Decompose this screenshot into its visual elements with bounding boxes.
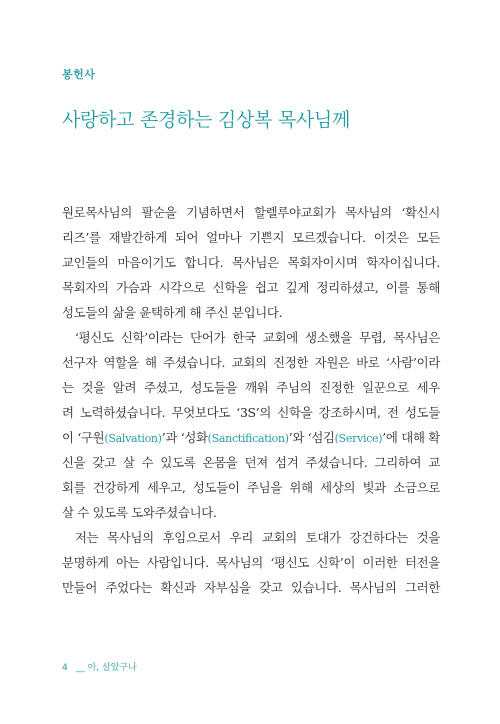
text-segment: ’와 ‘섬김	[288, 430, 335, 445]
text-line: 신을 갖고 살 수 있도록 온몸을 던져 섬겨 주셨습니다. 그리하여 교	[62, 455, 440, 470]
page-title: 사랑하고 존경하는 김상복 목사님께	[62, 109, 351, 131]
text-segment: ’에 대해 확	[382, 430, 440, 445]
text-segment: ’과 ‘성화	[161, 430, 208, 445]
text-line: 교인들의 마음이기도 합니다. 목사님은 목회자이시며 학자이십니다.	[62, 255, 440, 270]
text-line: 려 노력하셨습니다. 무엇보다도 ‘3S’의 신학을 강조하시며, 전 성도들	[62, 405, 440, 420]
english-term-service: (Service)	[334, 432, 383, 445]
text-line: ‘평신도 신학’이라는 단어가 한국 교회에 생소했을 무렵, 목사님은	[75, 330, 440, 345]
text-line: 는 것을 알려 주셨고, 성도들을 깨워 주님의 진정한 일꾼으로 세우	[62, 380, 440, 395]
text-line: 리즈’를 재발간하게 되어 얼마나 기쁜지 모르겠습니다. 이것은 모든	[62, 230, 440, 245]
text-line: 살 수 있도록 도와주셨습니다.	[62, 505, 217, 520]
book-title: __ 아, 살았구나	[75, 663, 137, 673]
english-term-salvation: (Salvation)	[104, 432, 162, 445]
text-line: 회를 건강하게 세우고, 성도들이 주님을 위해 세상의 빛과 소금으로	[62, 480, 440, 495]
page-footer	[62, 660, 137, 673]
text-line: 만들어 주었다는 확신과 자부심을 갖고 있습니다. 목사님의 그러한	[62, 580, 440, 595]
text-segment: 이 ‘구원	[62, 430, 105, 445]
text-line: 선구자 역할을 해 주셨습니다. 교회의 진정한 자원은 바로 ‘사람’이라	[62, 355, 440, 370]
body-text	[62, 200, 440, 600]
english-term-sanctification: (Sanctification)	[207, 432, 289, 445]
page-number: 4	[62, 663, 68, 673]
section-label: 봉헌사	[62, 68, 96, 81]
text-line	[62, 425, 440, 450]
text-line: 원로목사님의 팔순을 기념하면서 할렐루야교회가 목사님의 ‘확신시	[62, 205, 440, 220]
text-line: 저는 목사님의 후임으로서 우리 교회의 토대가 강건하다는 것을	[75, 530, 440, 545]
text-line: 분명하게 아는 사람입니다. 목사님의 ‘평신도 신학’이 이러한 터전을	[62, 555, 440, 570]
text-line: 성도들의 삶을 윤택하게 해 주신 분입니다.	[62, 305, 283, 320]
text-line: 목회자의 가슴과 시각으로 신학을 쉽고 깊게 정리하셨고, 이를 통해	[62, 280, 440, 295]
